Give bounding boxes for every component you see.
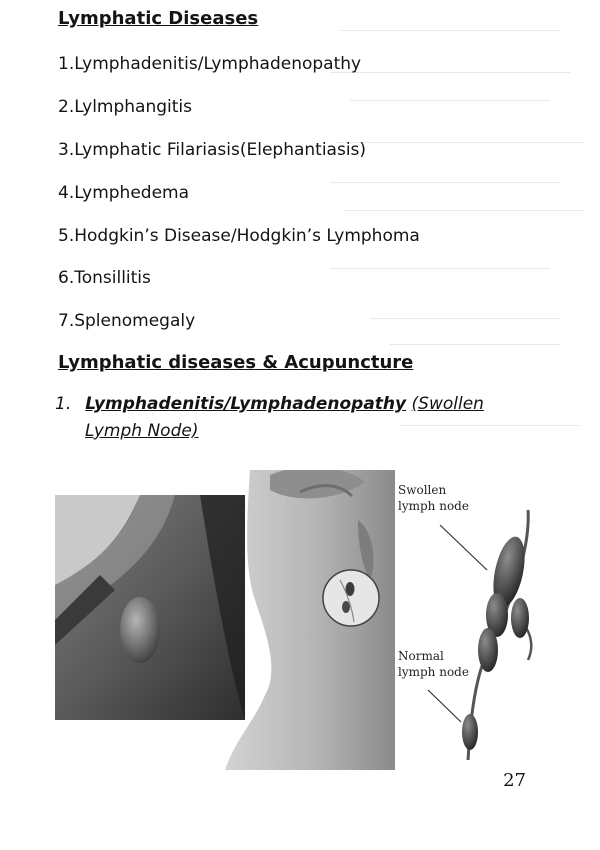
list-item-2: 2.Lylmphangitis (58, 97, 192, 117)
subsection-heading (55, 391, 535, 445)
subsection-extra-line2: Lymph Node) (85, 421, 199, 441)
list-item-5: 5.Hodgkin’s Disease/Hodgkin’s Lymphoma (58, 226, 420, 246)
label-normal-line1: Normal (398, 649, 444, 663)
page-number: 27 (503, 770, 526, 791)
subsection-number: 1. (55, 394, 72, 414)
list-item-6: 6.Tonsillitis (58, 268, 151, 288)
section-heading-acupuncture: Lymphatic diseases & Acupuncture (58, 352, 414, 373)
list-item-7: 7.Splenomegaly (58, 311, 196, 331)
pointer-normal (428, 690, 461, 722)
photo-swollen-node (55, 495, 245, 720)
figure-lymph-node (0, 470, 600, 770)
list-item-3: 3.Lymphatic Filariasis(Elephantiasis) (58, 140, 367, 160)
label-normal-line2: lymph node (398, 665, 469, 679)
section-heading-lymphatic-diseases: Lymphatic Diseases (58, 8, 259, 29)
list-item-1: 1.Lymphadenitis/Lymphadenopathy (58, 54, 362, 74)
label-normal-lymph-node (398, 648, 469, 680)
pointer-swollen (440, 525, 487, 570)
label-swollen-lymph-node (398, 482, 469, 514)
label-swollen-line2: lymph node (398, 499, 469, 513)
subsection-extra-line1: (Swollen (411, 394, 484, 414)
figure-illustration (0, 470, 600, 770)
subsection-title: Lymphadenitis/Lymphadenopathy (85, 394, 407, 414)
list-item-4: 4.Lymphedema (58, 183, 190, 203)
diagram-lymph-vessel (428, 510, 531, 760)
photo-neck (225, 470, 395, 770)
label-swollen-line1: Swollen (398, 483, 447, 497)
